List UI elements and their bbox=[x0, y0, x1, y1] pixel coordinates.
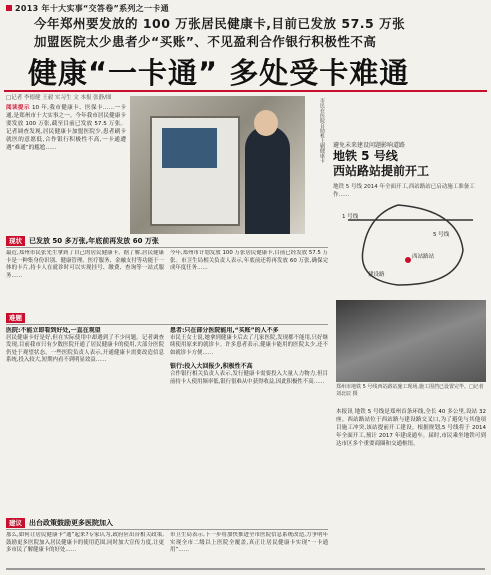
section-2-text-1: 居民健康卡好是好,但在实际使用中却遇到了不少问题。记者调查发现,目前我市只有少数医院开通了居民健康卡的使用,大部分医院仍处于观望状态。一些医院负责人表示,开通健康卡需要改造信息系统,投入较大,短期内看不到明显效益…… bbox=[6, 334, 164, 364]
byline: □记者 李德健 王毅 实习生 文 本报 张静/图 bbox=[6, 95, 112, 101]
sidebar-kicker: 避免未来建设问题影响道路 bbox=[333, 142, 406, 149]
section-2-subhead-1: 医院:不能立即看到好处,一直在观望 bbox=[6, 327, 101, 334]
section-1-col-2: 今年,郑州市计划发放 100 万张居民健康卡,目前已经发放 57.5 万张。市卫生局相关负责人表示,年底前还将再发放 60 万张,确保完成年度任务…… bbox=[170, 250, 328, 272]
map-label-station: 西站路站 bbox=[412, 254, 435, 260]
section-2-subhead-3: 银行:投入大回报少,积极性不高 bbox=[170, 363, 253, 371]
kiosk-screen bbox=[162, 128, 217, 168]
section-1-rule bbox=[6, 247, 328, 248]
section-3-col-2: 市卫生局表示,下一步将加快推进全市医院信息系统改造,力争明年实现全市二级以上医院全覆盖,真正让居民健康卡实现“一卡通用”…… bbox=[170, 532, 328, 554]
section-1-title: 已发放 50 多万张,年底前再发放 60 万张 bbox=[29, 237, 159, 245]
section-3-col-1: 那么,如何让居民健康卡“通”起来?专家认为,政府应出台相关政策,鼓励更多医院加入居民健康卡的使用范围,同时加大宣传力度,让更多市民了解健康卡的好处…… bbox=[6, 532, 164, 554]
sidebar-article bbox=[333, 122, 486, 199]
map-label-road: 建设路 bbox=[368, 272, 385, 278]
header-rule bbox=[4, 90, 487, 92]
construction-caption: 郑州市地铁 5 号线西站路站施工现场,施工围挡已设置完毕。□记者 刘北辰 摄 bbox=[336, 384, 484, 397]
sidebar-title-2: 西站路站提前开工 bbox=[333, 164, 430, 178]
lede-paragraph bbox=[6, 104, 126, 152]
map-label-line1: 1 号线 bbox=[342, 214, 359, 220]
section-3-rule bbox=[6, 529, 328, 530]
section-2-rule bbox=[6, 324, 328, 325]
construction-photo bbox=[336, 300, 486, 382]
sidebar-title-1: 地铁 5 号线 bbox=[333, 149, 398, 163]
section-2-subhead-2: 患者:只在部分医院能用,“买账”的人不多 bbox=[170, 327, 279, 334]
lede-text: 10 年,我市健康卡、医保卡……一卡通,是郑州市十大实事之一。今年我市居民健康卡要发放 100 万张,截至目前已发放 57.5 万张。记者调查发现,居民健康卡加盟医院少,患者刷卡就医的意愿低,合作银行积极性不高,一卡通遭遇“难通”的尴尬…… bbox=[6, 105, 126, 151]
sidebar-long-text: 本报讯 地铁 5 号线是郑州首条环线,全长 40 多公里,设站 32 座。西站路站位于西站路与建设路交叉口,为了避免与其他项目施工冲突,该站提前开工建设。根据规划,5 号线将于 2014 年全面开工,预计 2017 年建成通车。届时,市民乘坐地铁可到达市区多个重要商圈和交通枢纽。 bbox=[336, 409, 486, 447]
section-3-head bbox=[6, 518, 113, 528]
map-label-line5: 5 号线 bbox=[433, 232, 450, 238]
section-2-col-2 bbox=[170, 327, 328, 515]
main-photo bbox=[130, 96, 305, 234]
kicker-line-1: 今年郑州要发放的 100 万张居民健康卡,目前已发放 57.5 万张 bbox=[34, 16, 406, 31]
section-2-head bbox=[6, 313, 29, 323]
series-label bbox=[6, 3, 169, 14]
footer-rule bbox=[6, 568, 485, 570]
section-1-columns bbox=[6, 250, 328, 310]
section-2-text-2: 市民王女士说,她拿到健康卡后去了几家医院,发现都不能用,只好继续使用原来的就诊卡。许多患者表示,健康卡能用的医院太少,还不如就诊卡方便…… bbox=[170, 334, 328, 356]
section-2-text-3: 合作银行相关负责人表示,发行健康卡需要投入大量人力物力,但目前持卡人使用频率低,银行很难从中获得收益,因此积极性不高…… bbox=[170, 370, 328, 385]
section-1-badge: 现状 bbox=[6, 236, 25, 246]
photo-caption: 市民在医院自助机上刷健康卡 bbox=[319, 98, 325, 163]
main-headline: 健康“一卡通” 多处受卡难通 bbox=[28, 56, 410, 90]
lede-tag: 阅读提示 bbox=[6, 105, 30, 111]
staff-head bbox=[254, 110, 278, 136]
kicker-line-2: 加盟医院太少患者少“买账”、不见盈利合作银行积极性不高 bbox=[34, 34, 377, 49]
station-dot bbox=[405, 257, 411, 263]
section-2-col-1 bbox=[6, 327, 164, 515]
square-bullet-icon bbox=[6, 5, 12, 11]
sidebar-body: 地铁 5 号线 2014 年全面开工,西站路站已启动施工准备工作…… bbox=[333, 184, 475, 198]
staff-figure bbox=[245, 126, 290, 234]
route-map-svg bbox=[338, 190, 482, 298]
section-3-columns bbox=[6, 532, 328, 566]
section-2-badge: 难题 bbox=[6, 313, 25, 323]
section-1-col-1: 最近,郑州市民张先生拿到了自己的居民健康卡。据了解,居民健康卡是一种集身份识别、健康管理、医疗服务、金融支付等功能于一体的卡片,持卡人在就诊时可以实现挂号、缴费、查询等一站式服务…… bbox=[6, 250, 164, 279]
section-3-title: 出台政策鼓励更多医院加入 bbox=[29, 519, 113, 527]
section-1-head bbox=[6, 236, 159, 246]
route-map bbox=[338, 190, 482, 298]
section-3-badge: 建议 bbox=[6, 518, 25, 528]
series-text: 2013 年十大实事“交答卷”系列之一卡通 bbox=[15, 4, 169, 13]
section-2-columns bbox=[6, 327, 328, 515]
